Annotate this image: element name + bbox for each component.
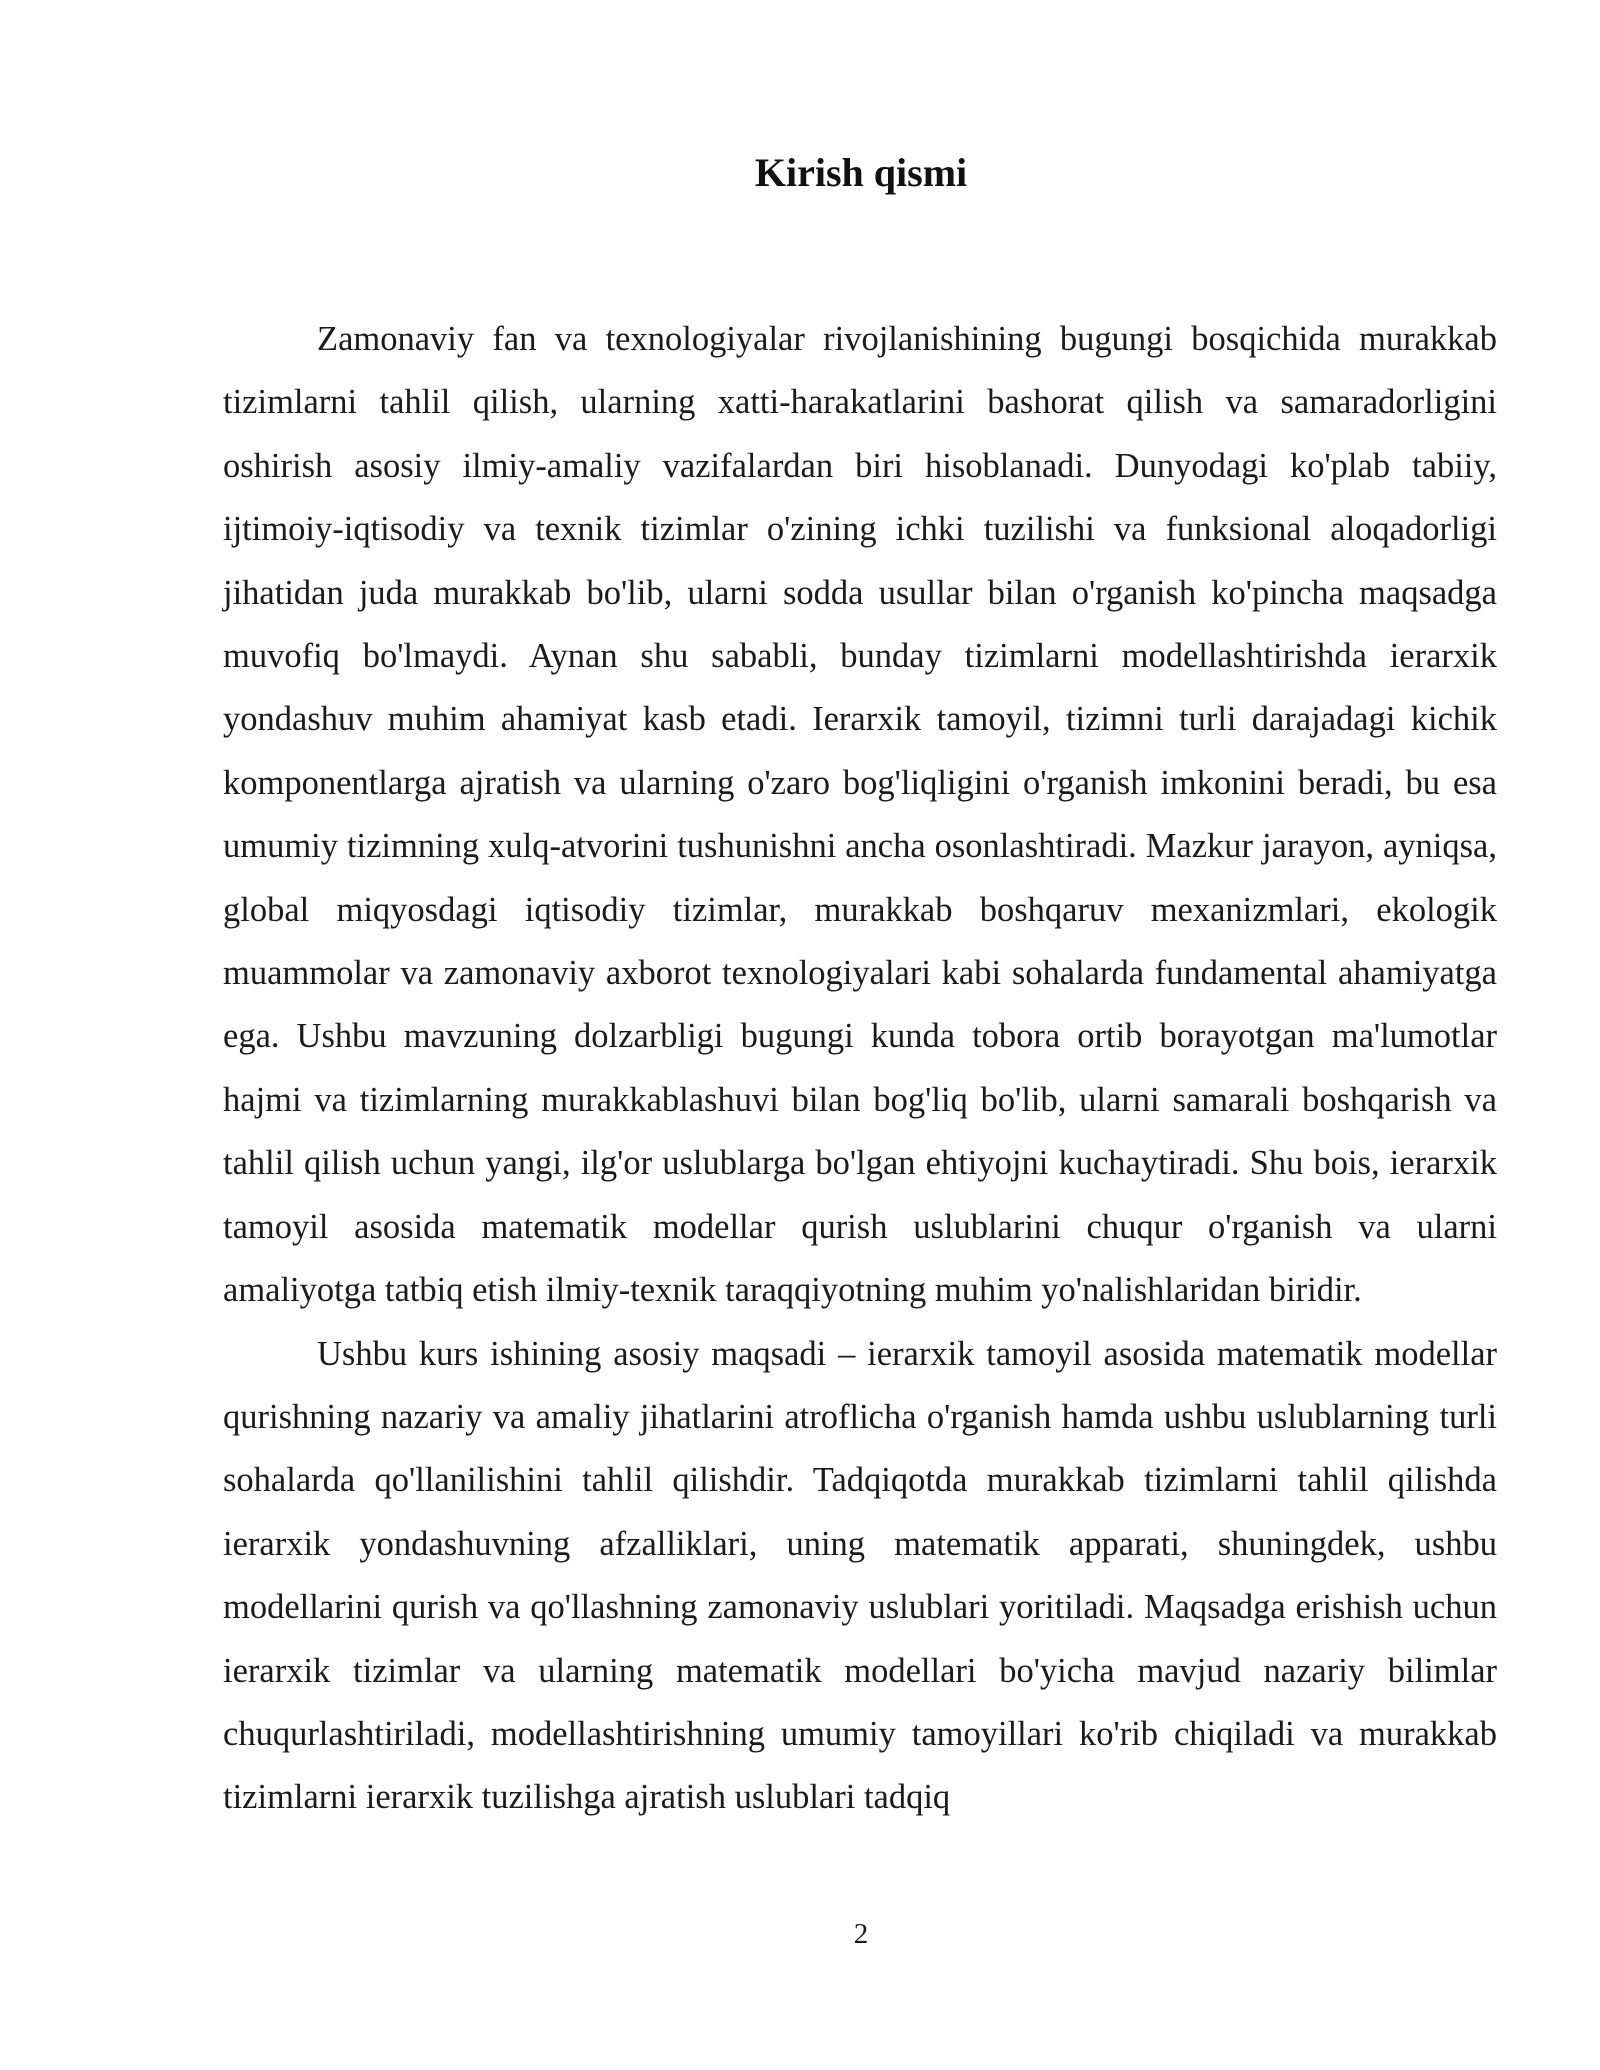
page-title: Kirish qismi	[754, 150, 968, 195]
paragraph-2: Ushbu kurs ishining asosiy maqsadi – ierarxik tamoyil asosida matematik modellar qurishning nazariy va amaliy jihatlarini atroflicha o'rganish hamda ushbu uslublarning turli sohalarda qo'llanilishini tahlil qilishdir. Tadqiqotda murakkab tizimlarni tahlil qilishda ierarxik yondashuvning afzalliklari, uning matematik apparati, shuningdek, ushbu modellarini qurish va qo'llashning zamonaviy uslublari yoritiladi. Maqsadga erishish uchun ierarxik tizimlar va ularning matematik modellari bo'yicha mavjud nazariy bilimlar chuqurlashtiriladi, modellashtirishning umumiy tamoyillari ko'rib chiqiladi va murakkab tizimlarni ierarxik tuzilishga ajratish uslublari tadqiq	[223, 1334, 1497, 1817]
paragraph-1: Zamonaviy fan va texnologiyalar rivojlanishining bugungi bosqichida murakkab tizimlarni tahlil qilish, ularning xatti-harakatlarini bashorat qilish va samaradorligini oshirish asosiy ilmiy-amaliy vazifalardan biri hisoblanadi. Dunyodagi ko'plab tabiiy, ijtimoiy-iqtisodiy va texnik tizimlar o'zining ichki tuzilishi va funksional aloqadorligi jihatidan juda murakkab bo'lib, ularni sodda usullar bilan o'rganish ko'pincha maqsadga muvofiq bo'lmaydi. Aynan shu sababli, bunday tizimlarni modellashtirishda ierarxik yondashuv muhim ahamiyat kasb etadi. Ierarxik tamoyil, tizimni turli darajadagi kichik komponentlarga ajratish va ularning o'zaro bog'liqligini o'rganish imkonini beradi, bu esa umumiy tizimning xulq-atvorini tushunishni ancha osonlashtiradi. Mazkur jarayon, ayniqsa, global miqyosdagi iqtisodiy tizimlar, murakkab boshqaruv mexanizmlari, ekologik muammolar va zamonaviy axborot texnologiyalari kabi sohalarda fundamental ahamiyatga ega. Ushbu mavzuning dolzarbligi bugungi kunda tobora ortib borayotgan ma'lumotlar hajmi va tizimlarning murakkablashuvi bilan bog'liq bo'lib, ularni samarali boshqarish va tahlil qilish uchun yangi, ilg'or uslublarga bo'lgan ehtiyojni kuchaytiradi. Shu bois, ierarxik tamoyil asosida matematik modellar qurish uslublarini chuqur o'rganish va ularni amaliyotga tatbiq etish ilmiy-texnik taraqqiyotning muhim yo'nalishlaridan biridir.	[223, 320, 1497, 1310]
body-text	[223, 308, 1497, 1830]
page-number: 2	[853, 1918, 869, 1950]
